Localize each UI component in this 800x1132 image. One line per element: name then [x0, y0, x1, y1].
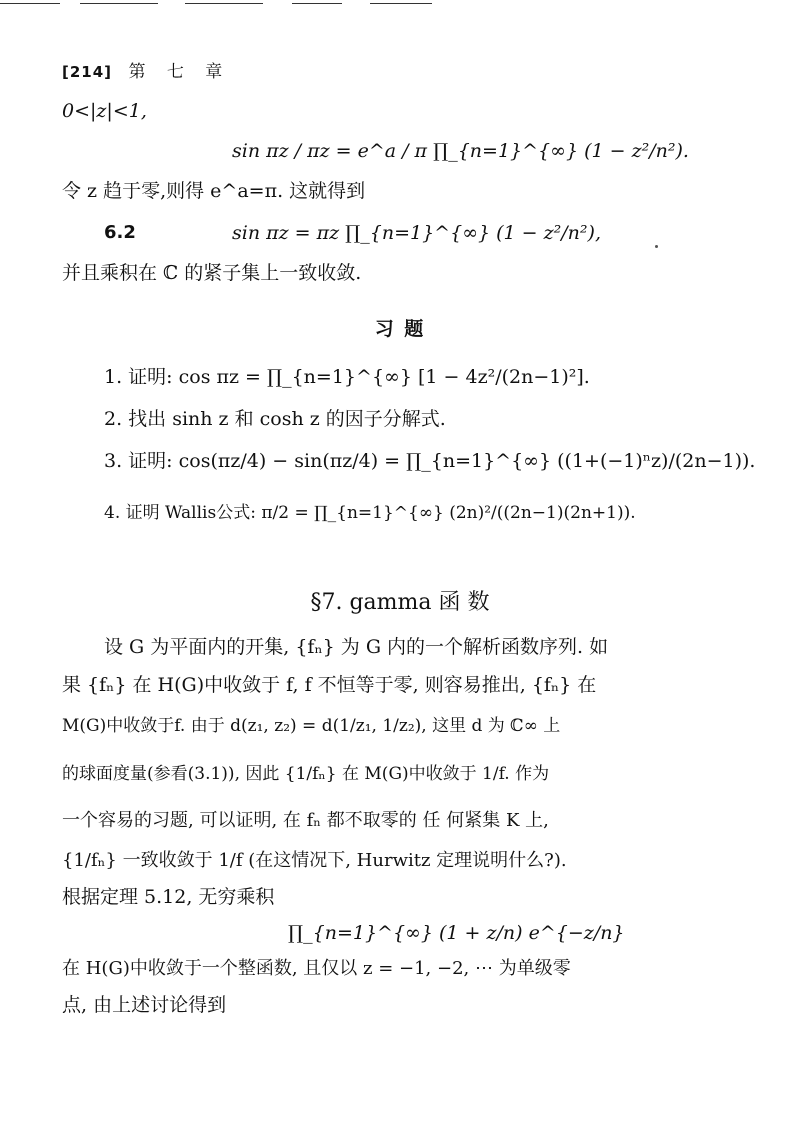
equation-6-2: sin πz = πz ∏_{n=1}^{∞} (1 − z²/n²),	[232, 222, 601, 244]
paragraph-line: 根据定理 5.12, 无穷乘积	[62, 886, 275, 908]
equation-number: 6.2	[104, 222, 136, 243]
paragraph-line: 在 H(G)中收敛于一个整函数, 且仅以 z = −1, −2, ⋯ 为单级零	[62, 958, 571, 979]
text-line: 令 z 趋于零,则得 e^a=π. 这就得到	[62, 180, 366, 202]
exercises-heading: 习 题	[374, 318, 426, 340]
exercise-item: 2. 找出 sinh z 和 cosh z 的因子分解式.	[104, 408, 446, 430]
paragraph-line: 的球面度量(参看(3.1)), 因此 {1/fₙ} 在 M(G)中收敛于 1/f. 作为	[62, 764, 550, 784]
top-rule	[370, 3, 432, 4]
top-rule	[80, 3, 158, 4]
page-number: [214]	[62, 63, 113, 81]
paragraph-line: 设 G 为平面内的开集, {fₙ} 为 G 内的一个解析函数序列. 如	[104, 636, 609, 658]
equation-infinite-product: ∏_{n=1}^{∞} (1 + z/n) e^{−z/n}	[288, 922, 625, 944]
paragraph-line: {1/fₙ} 一致收敛于 1/f (在这情况下, Hurwitz 定理说明什么?).	[62, 850, 567, 871]
exercise-item: 4. 证明 Wallis公式: π/2 = ∏_{n=1}^{∞} (2n)²/((2n−1)(2n+1)).	[104, 503, 636, 523]
exercise-item: 1. 证明: cos πz = ∏_{n=1}^{∞} [1 − 4z²/(2n−1)²].	[104, 366, 590, 388]
speck	[655, 245, 658, 248]
top-rule	[185, 3, 263, 4]
condition-line: 0<|z|<1,	[62, 100, 147, 122]
exercise-item: 3. 证明: cos(πz/4) − sin(πz/4) = ∏_{n=1}^{∞} ((1+(−1)ⁿz)/(2n−1)).	[104, 450, 756, 472]
section-title: §7. gamma 函 数	[310, 590, 490, 615]
paragraph-line: M(G)中收敛于f. 由于 d(z₁, z₂) = d(1/z₁, 1/z₂), 这里 d 为 ℂ∞ 上	[62, 716, 561, 736]
page-header	[62, 62, 230, 82]
equation-sin-product: sin πz / πz = e^a / π ∏_{n=1}^{∞} (1 − z²/n²).	[232, 140, 689, 162]
paragraph-line: 点, 由上述讨论得到	[62, 994, 227, 1016]
text-line: 并且乘积在 ℂ 的紧子集上一致收敛.	[62, 262, 362, 284]
chapter-title: 第 七 章	[128, 62, 231, 82]
top-rule	[292, 3, 342, 4]
top-rule	[0, 3, 60, 4]
paragraph-line: 一个容易的习题, 可以证明, 在 fₙ 都不取零的 任 何紧集 K 上,	[62, 810, 549, 831]
paragraph-line: 果 {fₙ} 在 H(G)中收敛于 f, f 不恒等于零, 则容易推出, {fₙ} 在	[62, 674, 597, 696]
